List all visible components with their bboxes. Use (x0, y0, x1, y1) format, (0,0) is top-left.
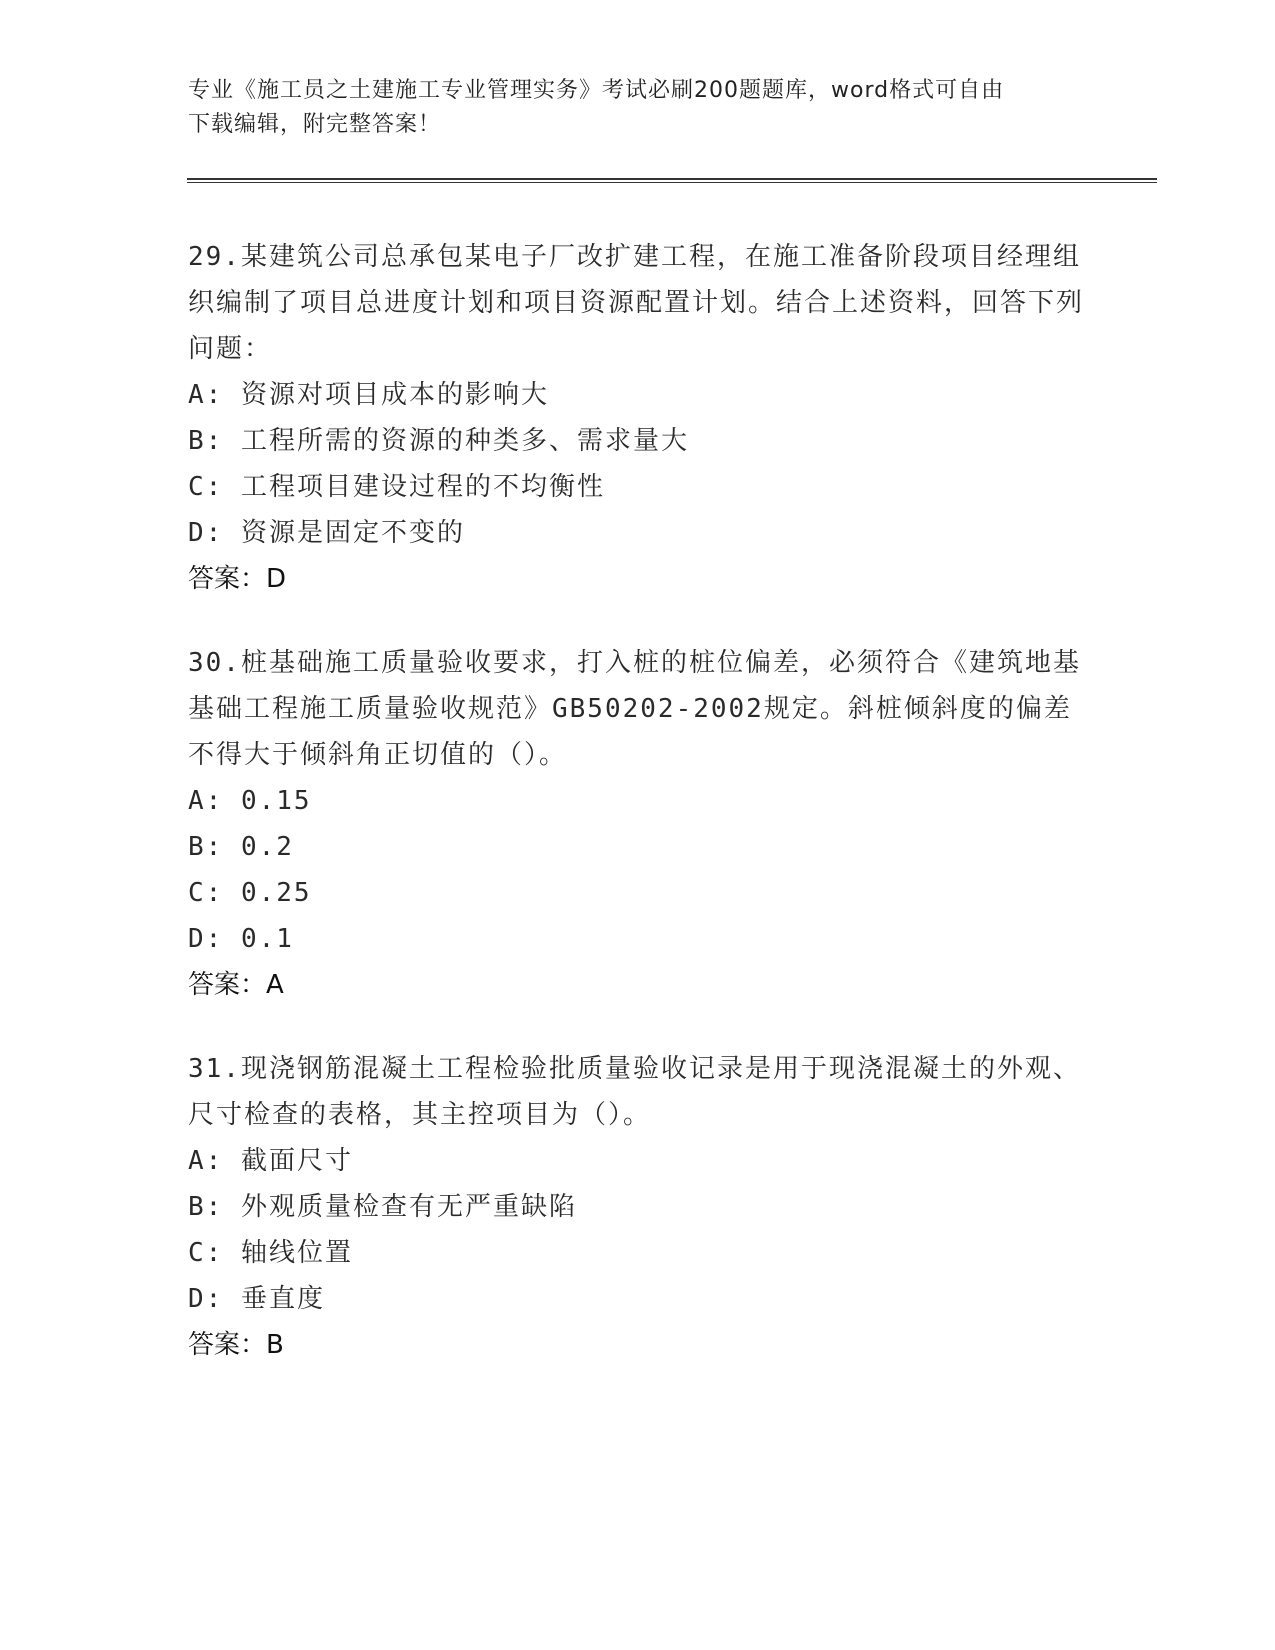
option-a: A: 资源对项目成本的影响大 (188, 380, 549, 410)
option-c: C: 工程项目建设过程的不均衡性 (188, 472, 605, 502)
question-stem: 29.某建筑公司总承包某电子厂改扩建工程，在施工准备阶段项目经理组织编制了项目总进度计划和项目资源配置计划。结合上述资料，回答下列问题： (188, 242, 1085, 364)
document-header (188, 74, 1088, 142)
option-c: C: 0.25 (188, 878, 312, 908)
header-line-1: 专业《施工员之土建施工专业管理实务》考试必刷200题题库，word格式可自由 (188, 78, 1005, 103)
option-b: B: 0.2 (188, 832, 294, 862)
option-d: D: 垂直度 (188, 1284, 325, 1314)
answer-line: 答案：B (188, 1330, 284, 1360)
question-31 (188, 1046, 1088, 1368)
question-list (188, 234, 1088, 1406)
option-a: A: 0.15 (188, 786, 312, 816)
question-29 (188, 234, 1088, 602)
option-a: A: 截面尺寸 (188, 1146, 353, 1176)
question-30 (188, 640, 1088, 1008)
header-line-2: 下载编辑，附完整答案！ (188, 112, 442, 137)
question-stem: 30.桩基础施工质量验收要求，打入桩的桩位偏差，必须符合《建筑地基基础工程施工质量验收规范》GB50202-2002规定。斜桩倾斜度的偏差不得大于倾斜角正切值的（）。 (188, 648, 1081, 770)
option-d: D: 资源是固定不变的 (188, 518, 465, 548)
answer-line: 答案：D (188, 564, 287, 594)
option-c: C: 轴线位置 (188, 1238, 353, 1268)
option-b: B: 外观质量检查有无严重缺陷 (188, 1192, 577, 1222)
question-stem: 31.现浇钢筋混凝土工程检验批质量验收记录是用于现浇混凝土的外观、尺寸检查的表格，其主控项目为（）。 (188, 1054, 1081, 1130)
header-divider (187, 178, 1157, 183)
option-b: B: 工程所需的资源的种类多、需求量大 (188, 426, 689, 456)
option-d: D: 0.1 (188, 924, 294, 954)
answer-line: 答案：A (188, 970, 284, 1000)
